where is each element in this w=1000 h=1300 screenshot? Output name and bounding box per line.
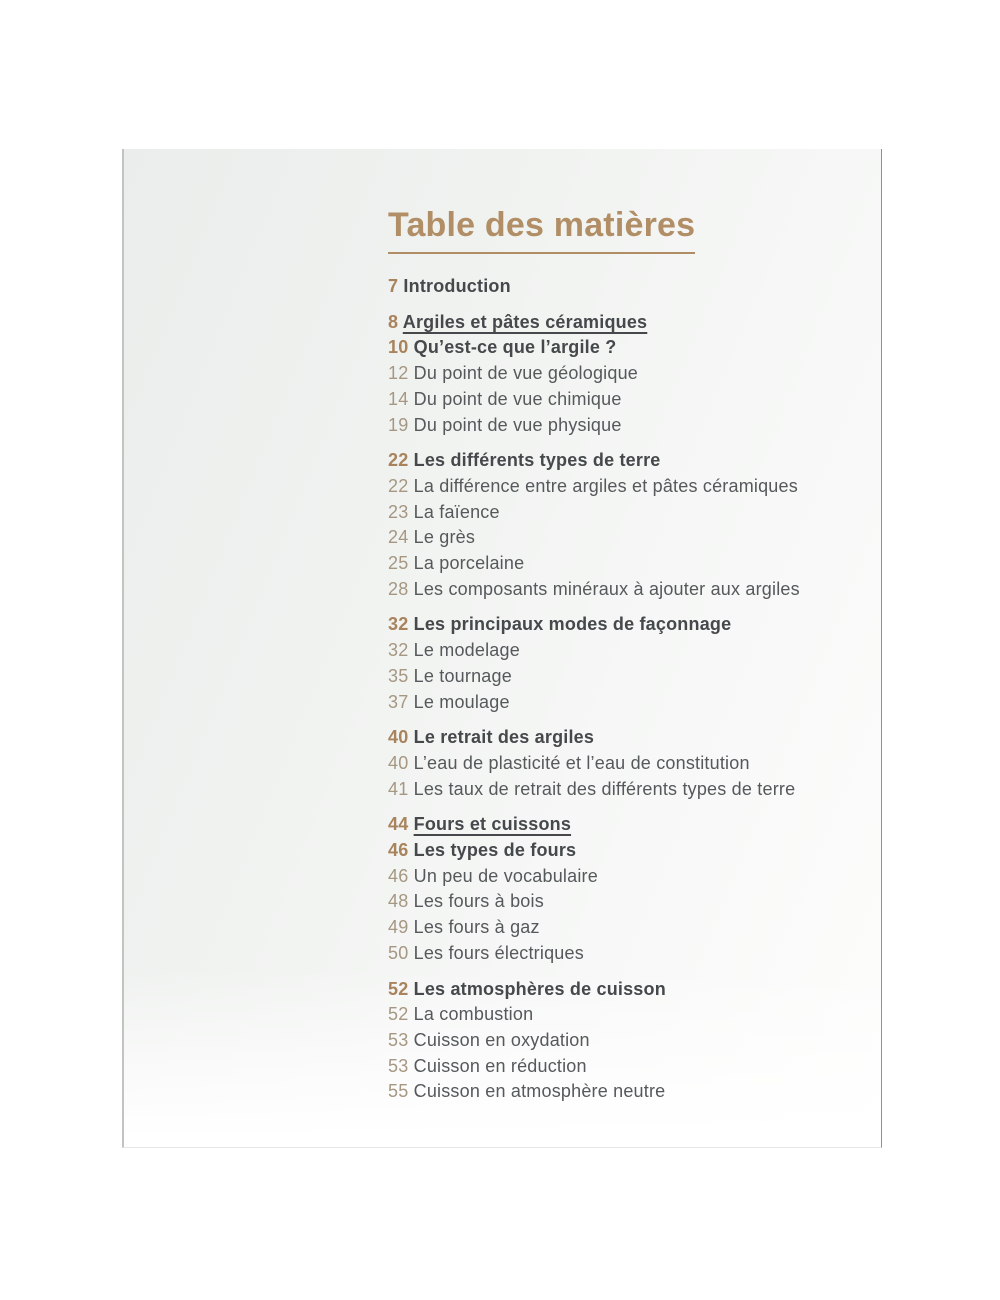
toc-entry — [388, 664, 851, 690]
toc-entry-label: Les composants minéraux à ajouter aux argiles — [413, 578, 800, 599]
toc-page-number: 40 — [388, 727, 409, 748]
toc-page-number: 40 — [388, 752, 409, 773]
toc-page-number: 52 — [388, 978, 409, 999]
toc-entry — [388, 310, 851, 336]
toc-entry-label: Les différents types de terre — [413, 450, 661, 471]
toc-entry-label: Le retrait des argiles — [413, 727, 595, 748]
toc-page-number: 46 — [388, 865, 409, 886]
toc-section — [388, 274, 851, 300]
toc-entry — [388, 915, 851, 941]
toc-entry-label: Fours et cuissons — [413, 814, 572, 835]
toc-entry-label: La différence entre argiles et pâtes céramiques — [413, 475, 798, 496]
toc-entry-label: La combustion — [413, 1004, 534, 1025]
toc-entry — [388, 577, 851, 603]
book-page — [122, 149, 882, 1148]
toc-entry-label: Les fours à gaz — [413, 917, 540, 938]
toc-section — [388, 448, 851, 602]
toc-entry — [388, 335, 851, 361]
toc-entry — [388, 889, 851, 915]
toc-page-number: 12 — [388, 363, 409, 384]
toc-entry-label: Les types de fours — [413, 840, 577, 861]
toc-entry — [388, 1079, 851, 1105]
toc-entry-label: Cuisson en atmosphère neutre — [413, 1081, 666, 1102]
toc-page-number: 41 — [388, 778, 409, 799]
toc-entry — [388, 1028, 851, 1054]
toc-page-number: 35 — [388, 665, 409, 686]
table-of-contents — [388, 274, 851, 1105]
toc-entry — [388, 690, 851, 716]
toc-entry — [388, 1002, 851, 1028]
toc-section — [388, 812, 851, 966]
toc-page-number: 8 — [388, 311, 399, 332]
toc-entry — [388, 474, 851, 500]
toc-page-number: 14 — [388, 388, 409, 409]
toc-entry-label: La porcelaine — [413, 553, 525, 574]
toc-entry-label: Le tournage — [413, 665, 512, 686]
toc-entry — [388, 448, 851, 474]
toc-entry — [388, 1054, 851, 1080]
toc-page-number: 46 — [388, 840, 409, 861]
toc-page-number: 23 — [388, 501, 409, 522]
toc-page-number: 22 — [388, 450, 409, 471]
toc-page-number: 48 — [388, 891, 409, 912]
toc-page-number: 44 — [388, 814, 409, 835]
toc-entry — [388, 413, 851, 439]
toc-entry-label: Cuisson en réduction — [413, 1055, 587, 1076]
toc-entry — [388, 525, 851, 551]
toc-section — [388, 977, 851, 1106]
toc-page-number: 25 — [388, 553, 409, 574]
toc-entry-label: Argiles et pâtes céramiques — [402, 311, 648, 332]
toc-entry-label: Le grès — [413, 527, 476, 548]
toc-entry — [388, 751, 851, 777]
toc-page-number: 49 — [388, 917, 409, 938]
toc-entry-label: Les taux de retrait des différents types de terre — [413, 778, 796, 799]
toc-entry-label: Les principaux modes de façonnage — [413, 614, 732, 635]
toc-entry-label: Cuisson en oxydation — [413, 1029, 590, 1050]
toc-page-number: 55 — [388, 1081, 409, 1102]
toc-entry-label: Les fours électriques — [413, 942, 584, 963]
toc-entry-label: Le modelage — [413, 640, 520, 661]
toc-entry — [388, 361, 851, 387]
toc-page-number: 24 — [388, 527, 409, 548]
toc-entry — [388, 638, 851, 664]
toc-page-number: 53 — [388, 1055, 409, 1076]
page-title: Table des matières — [388, 206, 695, 254]
toc-entry-label: La faïence — [413, 501, 500, 522]
toc-entry-label: L’eau de plasticité et l’eau de constitution — [413, 752, 750, 773]
toc-page-number: 37 — [388, 691, 409, 712]
toc-entry — [388, 977, 851, 1003]
toc-page-number: 22 — [388, 475, 409, 496]
toc-section — [388, 612, 851, 715]
toc-entry-label: Du point de vue physique — [413, 414, 622, 435]
toc-entry-label: Introduction — [403, 276, 511, 296]
toc-section — [388, 310, 851, 439]
toc-entry-label: Le moulage — [413, 691, 510, 712]
toc-entry-label: Un peu de vocabulaire — [413, 865, 598, 886]
toc-entry — [388, 551, 851, 577]
toc-entry — [388, 812, 851, 838]
toc-page-number: 53 — [388, 1029, 409, 1050]
toc-entry-label: Du point de vue géologique — [413, 363, 638, 384]
toc-page-number: 32 — [388, 614, 409, 635]
toc-entry — [388, 612, 851, 638]
toc-entry — [388, 838, 851, 864]
toc-page-number: 50 — [388, 942, 409, 963]
toc-entry — [388, 777, 851, 803]
toc-entry-label: Du point de vue chimique — [413, 388, 622, 409]
toc-entry — [388, 864, 851, 890]
toc-page-number: 32 — [388, 640, 409, 661]
toc-page-number: 28 — [388, 578, 409, 599]
toc-entry — [388, 500, 851, 526]
toc-entry — [388, 387, 851, 413]
toc-page-number: 7 — [388, 276, 399, 296]
toc-section — [388, 725, 851, 802]
page-content — [124, 149, 881, 1105]
toc-entry-label: Les atmosphères de cuisson — [413, 978, 666, 999]
toc-entry-label: Les fours à bois — [413, 891, 544, 912]
toc-entry — [388, 725, 851, 751]
toc-entry — [388, 274, 851, 300]
toc-entry-label: Qu’est-ce que l’argile ? — [413, 337, 617, 358]
toc-page-number: 19 — [388, 414, 409, 435]
toc-entry — [388, 941, 851, 967]
toc-page-number: 10 — [388, 337, 409, 358]
toc-page-number: 52 — [388, 1004, 409, 1025]
